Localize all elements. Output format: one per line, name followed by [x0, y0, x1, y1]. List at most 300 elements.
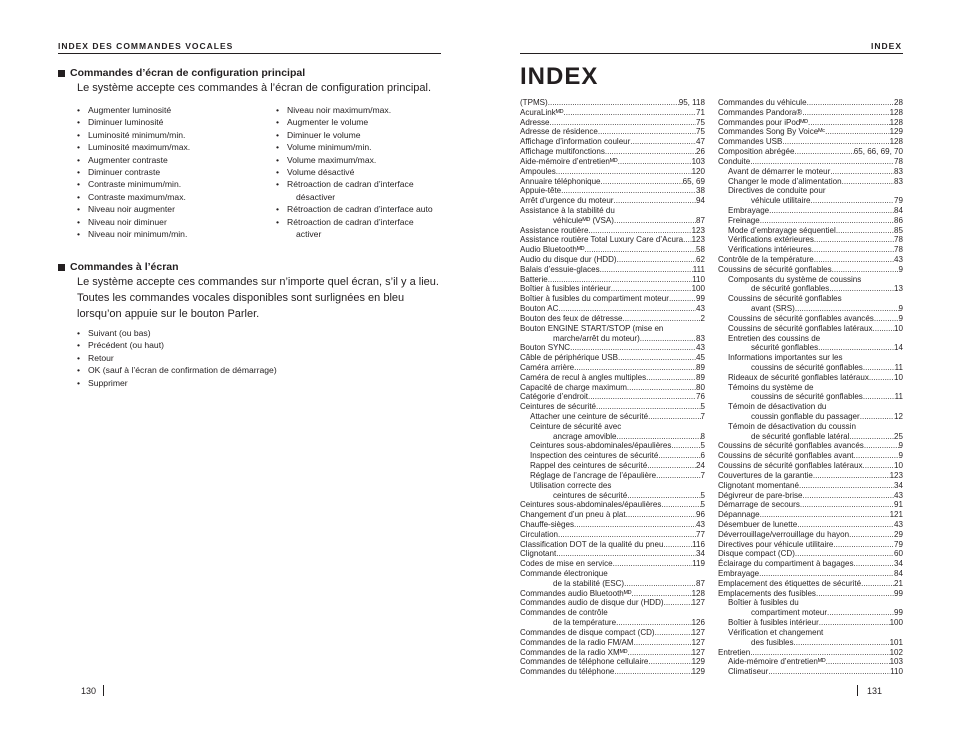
- index-entry: [718, 530, 903, 540]
- index-entry: [718, 235, 903, 245]
- index-entry: [718, 471, 903, 481]
- index-entry-term: Capacité de charge maximum: [520, 382, 627, 392]
- index-entry-page: 123: [691, 225, 705, 235]
- index-entry-term: Bouton SYNC: [520, 343, 571, 353]
- dot-leader: [627, 648, 691, 658]
- command-item: • Augmenter luminosité: [77, 104, 190, 116]
- dot-leader: [664, 598, 692, 608]
- index-entry: [718, 618, 903, 628]
- index-entry-term: Audio du disque dur (HDD): [520, 255, 617, 264]
- page-number-left: 130: [81, 686, 97, 696]
- index-entry-page: 103: [889, 657, 903, 667]
- dot-leader: [832, 265, 899, 275]
- index-entry-page: 9: [898, 441, 903, 451]
- left-running-header: INDEX DES COMMANDES VOCALES: [58, 41, 234, 51]
- index-entry-term: sécurité gonflables: [751, 343, 819, 353]
- index-entry: [718, 147, 903, 157]
- index-entry-term: Ceintures sous-abdominales/épaulières: [530, 441, 672, 451]
- index-entry-page: 5: [700, 441, 705, 451]
- index-entry-page: 120: [691, 166, 705, 176]
- dot-leader: [813, 471, 890, 481]
- index-entry-term: Commandes du véhicule: [718, 98, 807, 107]
- index-entry: [718, 648, 903, 658]
- index-entry-page: 100: [691, 284, 705, 294]
- index-entry: [520, 500, 705, 510]
- index-entry: Commandes de contrôle: [520, 608, 608, 618]
- dot-leader: [836, 226, 894, 236]
- dot-leader: [826, 657, 890, 667]
- dot-leader: [601, 177, 683, 187]
- index-entry: [718, 255, 903, 265]
- index-entry: [718, 304, 903, 314]
- index-entry-page: 86: [894, 215, 903, 225]
- dot-leader: [854, 451, 899, 461]
- dot-leader: [611, 284, 692, 294]
- index-entry-page: 77: [696, 529, 705, 539]
- index-entry-term: Chauffe-sièges: [520, 519, 574, 529]
- screen-commands-list: [77, 327, 277, 389]
- index-entry: [520, 520, 705, 530]
- index-entry: Utilisation correcte des: [530, 480, 612, 490]
- index-entry: [520, 157, 705, 167]
- index-entry-term: Contrôle de la température: [718, 255, 814, 264]
- index-entry-page: 21: [894, 578, 903, 588]
- index-entry-page: 62: [696, 255, 705, 264]
- index-entry-page: 6: [700, 451, 705, 461]
- index-entry-term: Arrêt d’urgence du moteur: [520, 196, 614, 206]
- index-entry: [520, 275, 705, 285]
- index-entry-term: Bouton des feux de détresse: [520, 313, 623, 323]
- index-entry: [520, 265, 705, 275]
- command-item: • Niveau noir augmenter: [77, 203, 190, 215]
- index-entry-term: Disque compact (CD): [718, 549, 795, 559]
- index-entry: [520, 353, 705, 363]
- index-entry-term: Circulation: [520, 529, 559, 539]
- dot-leader: [800, 500, 894, 510]
- command-item: • Retour: [77, 352, 277, 364]
- command-item: • Rétroaction de cadran d’interface auto: [276, 203, 433, 215]
- index-entry: [520, 589, 705, 599]
- dot-leader: [556, 167, 692, 177]
- index-entry: [718, 284, 903, 294]
- command-item: • Diminuer le volume: [276, 129, 433, 141]
- index-entry-page: 127: [691, 637, 705, 647]
- index-entry: Assistance à la stabilité du: [520, 205, 615, 215]
- index-entry: [718, 363, 903, 373]
- index-entry-page: 89: [696, 362, 705, 372]
- command-item: • Volume minimum/min.: [276, 141, 433, 153]
- index-entry-page: 5: [700, 500, 705, 510]
- index-entry: [718, 98, 903, 108]
- section-square-icon: [58, 264, 65, 271]
- index-entry: [520, 412, 705, 422]
- dot-leader: [794, 638, 890, 648]
- index-entry-page: 7: [700, 470, 705, 480]
- index-entry-term: Affichage multifonctions: [520, 147, 605, 157]
- index-entry-page: 110: [890, 667, 903, 677]
- index-entry: [718, 657, 903, 667]
- dot-leader: [646, 373, 696, 383]
- index-entry-term: Affichage d’information couleur: [520, 137, 631, 147]
- index-entry-term: Caméra arrière: [520, 362, 575, 372]
- index-entry: [520, 628, 705, 638]
- index-entry-page: 9: [898, 264, 903, 274]
- index-entry-page: 99: [894, 608, 903, 618]
- dot-leader: [862, 461, 894, 471]
- index-entry: [718, 314, 903, 324]
- index-entry-term: Adresse: [520, 117, 550, 127]
- index-entry: [520, 255, 705, 265]
- dot-leader: [614, 216, 696, 226]
- index-entry-page: 111: [692, 264, 705, 274]
- index-column-2: [718, 98, 903, 677]
- index-entry-term: Classification DOT de la qualité du pneu: [520, 539, 664, 549]
- index-entry-term: Commandes Pandora®: [718, 107, 803, 117]
- dot-leader: [795, 549, 894, 559]
- index-entry: [520, 226, 705, 236]
- index-entry-page: 83: [894, 166, 903, 176]
- index-entry: Témoin de désactivation du: [728, 402, 827, 412]
- index-entry-term: des fusibles: [751, 637, 794, 647]
- command-item: • Rétroaction de cadran d’interface: [276, 178, 433, 190]
- index-entry-page: 2: [700, 313, 705, 323]
- index-entry: Témoin de désactivation du coussin: [728, 421, 856, 431]
- index-entry-term: Aide-mémoire d’entretienᴹᴰ: [520, 156, 618, 166]
- index-entry-term: Commandes de la radio XMᴹᴰ: [520, 647, 628, 657]
- index-entry-term: Ceintures de sécurité: [520, 402, 597, 412]
- index-entry: [718, 108, 903, 118]
- dot-leader: [613, 196, 696, 206]
- index-entry-term: Emplacement des étiquettes de sécurité: [718, 578, 862, 588]
- dot-leader: [814, 255, 894, 265]
- index-entry-page: 43: [696, 519, 705, 529]
- index-entry: [520, 216, 705, 226]
- index-entry-page: 121: [889, 510, 903, 520]
- dot-leader: [614, 667, 691, 677]
- command-item: • Précédent (ou haut): [77, 339, 277, 351]
- index-entry: [520, 657, 705, 667]
- dot-leader: [627, 491, 700, 501]
- index-entry-term: Mode d’embrayage séquentiel: [728, 225, 836, 235]
- command-item: • Contraste minimum/min.: [77, 178, 190, 190]
- index-entry-term: Ampoules: [520, 166, 556, 176]
- dot-leader: [863, 392, 895, 402]
- index-entry: [520, 402, 705, 412]
- index-entry: [718, 324, 903, 334]
- index-entry-page: 103: [691, 156, 705, 166]
- index-entry-page: 99: [696, 294, 705, 304]
- index-entry-term: ceintures de sécurité: [553, 490, 628, 500]
- index-entry: [520, 638, 705, 648]
- dot-leader: [860, 412, 894, 422]
- dot-leader: [863, 363, 895, 373]
- index-entry: [520, 579, 705, 589]
- index-entry: [520, 451, 705, 461]
- index-entry: Directives de conduite pour: [728, 186, 826, 196]
- index-entry: [718, 608, 903, 618]
- index-entry-term: de sécurité gonflables: [751, 284, 830, 294]
- index-entry-page: 65, 66, 69, 70: [853, 147, 903, 157]
- command-item: • Rétroaction de cadran d’interface: [276, 216, 433, 228]
- index-entry-term: Bouton AC: [520, 304, 559, 314]
- index-entry-term: Embrayage: [728, 205, 770, 215]
- index-entry-term: marche/arrêt du moteur): [553, 333, 640, 343]
- index-entry-page: 10: [894, 372, 903, 382]
- index-entry: [718, 127, 903, 137]
- index-entry-term: de la stabilité (ESC): [553, 578, 625, 588]
- index-entry-term: Vérifications intérieures: [728, 245, 812, 255]
- index-entry-page: 110: [692, 274, 705, 284]
- dot-leader: [819, 618, 890, 628]
- index-entry-term: Couvertures de la garantie: [718, 470, 813, 480]
- dot-leader: [617, 432, 701, 442]
- dot-leader: [640, 334, 696, 344]
- index-entry-page: 100: [889, 618, 903, 628]
- index-entry-term: Désembuer de lunette: [718, 519, 798, 529]
- index-entry-page: 128: [691, 588, 705, 598]
- dot-leader: [564, 108, 697, 118]
- section-title-text: Commandes d’écran de configuration principal: [70, 67, 306, 79]
- index-entry: [718, 206, 903, 216]
- index-entry-term: Assistance routière: [520, 225, 589, 235]
- command-item: • Supprimer: [77, 377, 277, 389]
- index-entry-term: Commandes du téléphone: [520, 667, 615, 677]
- dot-leader: [812, 245, 894, 255]
- index-entry: [718, 579, 903, 589]
- index-entry-term: Réglage de l’ancrage de l’épaulière: [530, 470, 657, 480]
- index-entry: Coussins de sécurité gonflables: [728, 294, 842, 304]
- dot-leader: [683, 235, 691, 245]
- index-entry-term: Caméra de recul à angles multiples: [520, 372, 647, 382]
- dot-leader: [854, 559, 895, 569]
- section-title-text: Commandes à l’écran: [70, 261, 179, 273]
- command-item: • Diminuer luminosité: [77, 116, 190, 128]
- index-entry: Ceinture de sécurité avec: [530, 421, 622, 431]
- index-entry-page: 25: [894, 431, 903, 441]
- index-entry-term: Clignotant momentané: [718, 480, 799, 490]
- index-entry-term: Catégorie d’endroit: [520, 392, 588, 402]
- index-entry-page: 38: [696, 186, 705, 196]
- index-entry-page: 34: [894, 480, 903, 490]
- index-entry-term: ancrage amovible: [553, 431, 617, 441]
- index-entry-page: 96: [696, 510, 705, 520]
- index-entry: [520, 392, 705, 402]
- command-item: • Augmenter le volume: [276, 116, 433, 128]
- section-title-screen-commands: [58, 261, 179, 273]
- index-entry-page: 83: [696, 333, 705, 343]
- index-entry-term: Dégivreur de pare-brise: [718, 490, 803, 500]
- index-entry-page: 89: [696, 372, 705, 382]
- index-entry-page: 129: [889, 127, 903, 137]
- index-entry-page: 101: [889, 637, 903, 647]
- command-item: • Niveau noir maximum/max.: [276, 104, 433, 116]
- index-entry-term: Changement d’un pneu à plat: [520, 510, 626, 520]
- right-running-header: INDEX: [871, 41, 902, 51]
- index-entry-page: 87: [696, 215, 705, 225]
- index-entry: [520, 441, 705, 451]
- index-entry-page: 95, 118: [678, 98, 705, 107]
- index-entry: [718, 510, 903, 520]
- index-entry-term: de sécurité gonflable latéral: [751, 431, 850, 441]
- index-entry-term: Commandes pour iPodᴹᴰ: [718, 117, 809, 127]
- index-entry-term: Rappel des ceintures de sécurité: [530, 461, 648, 471]
- index-entry-page: 11: [894, 362, 903, 372]
- dot-leader: [616, 618, 691, 628]
- index-entry: [718, 520, 903, 530]
- dot-leader: [550, 118, 697, 128]
- folio-divider-left: [103, 685, 104, 696]
- index-entry-term: Embrayage: [718, 569, 760, 578]
- index-entry: [718, 137, 903, 147]
- index-entry: [520, 559, 705, 569]
- dot-leader: [669, 294, 696, 304]
- index-entry: [520, 314, 705, 324]
- index-entry: [718, 500, 903, 510]
- index-entry: [718, 265, 903, 275]
- index-entry-term: avant (SRS): [751, 304, 795, 314]
- index-entry: [520, 196, 705, 206]
- index-entry-page: 87: [696, 578, 705, 588]
- command-item: • Volume maximum/max.: [276, 154, 433, 166]
- index-entry-page: 79: [894, 196, 903, 206]
- header-rule-right: [520, 53, 903, 54]
- section-intro-main-setup: Le système accepte ces commandes à l’écran de configuration principal.: [77, 82, 432, 94]
- dot-leader: [816, 589, 894, 599]
- index-entry: [718, 540, 903, 550]
- dot-leader: [874, 314, 899, 324]
- index-entry-page: 83: [894, 176, 903, 186]
- dot-leader: [548, 98, 679, 108]
- dot-leader: [849, 432, 894, 442]
- index-entry-page: 10: [894, 323, 903, 333]
- index-entry-page: 28: [894, 98, 903, 107]
- section-intro-screen-commands: Le système accepte ces commandes sur n’importe quel écran, s’il y a lieu. Toutes les commandes vocales disponibles sont surlignées en bleu lorsqu’on appuie sur le bouton Parler.: [77, 276, 439, 320]
- command-item: • Niveau noir diminuer: [77, 216, 190, 228]
- index-entry: [718, 549, 903, 559]
- index-entry-page: 127: [691, 598, 705, 608]
- index-entry: [718, 667, 903, 677]
- dot-leader: [558, 304, 696, 314]
- index-entry-term: Coussins de sécurité gonflables: [718, 264, 832, 274]
- dot-leader: [829, 284, 894, 294]
- dot-leader: [825, 127, 889, 137]
- index-entry: [520, 618, 705, 628]
- index-entry: Entretien des coussins de: [728, 333, 821, 343]
- index-entry: [520, 540, 705, 550]
- index-entry-page: 79: [894, 539, 903, 549]
- index-entry: [718, 196, 903, 206]
- index-entry-page: 14: [894, 343, 903, 353]
- index-entry-term: Boîtier à fusibles intérieur: [520, 284, 611, 294]
- index-entry-page: 9: [898, 313, 903, 323]
- index-entry-term: Coussins de sécurité gonflables latéraux: [728, 323, 873, 333]
- index-entry: [718, 638, 903, 648]
- index-entry-term: Coussins de sécurité gonflables avant: [718, 451, 854, 461]
- folio-divider-right: [857, 685, 858, 696]
- index-entry-page: 91: [894, 500, 903, 510]
- index-entry: [520, 235, 705, 245]
- index-entry-page: 78: [894, 156, 903, 166]
- dot-leader: [600, 265, 693, 275]
- dot-leader: [864, 441, 899, 451]
- index-entry: [718, 373, 903, 383]
- dot-leader: [869, 373, 894, 383]
- index-entry-term: Coussins de sécurité gonflables avancés: [718, 441, 864, 451]
- index-entry: [520, 294, 705, 304]
- index-entry-term: Conduite: [718, 156, 751, 166]
- index-entry-term: Commandes de disque compact (CD): [520, 627, 655, 637]
- dot-leader: [842, 177, 894, 187]
- index-entry: [718, 441, 903, 451]
- index-entry-term: Assistance routière Total Luxury Care d’Acura: [520, 235, 684, 245]
- index-entry: [718, 216, 903, 226]
- index-entry: [520, 471, 705, 481]
- dot-leader: [799, 481, 894, 491]
- index-entry-page: 85: [894, 225, 903, 235]
- index-entry: Informations importantes sur les: [728, 353, 843, 363]
- index-entry-term: Audio Bluetoothᴹᴰ: [520, 245, 585, 255]
- index-entry-term: Batterie: [520, 274, 548, 284]
- index-entry-page: 75: [696, 117, 705, 127]
- dot-leader: [830, 167, 894, 177]
- command-item: activer: [296, 229, 322, 240]
- dot-leader: [661, 500, 700, 510]
- index-entry-page: 129: [691, 667, 705, 677]
- index-entry-term: Rideaux de sécurité gonflables latéraux: [728, 372, 869, 382]
- index-entry-page: 71: [696, 107, 705, 117]
- dot-leader: [585, 245, 697, 255]
- dot-leader: [618, 157, 692, 167]
- index-entry-page: 123: [691, 235, 705, 245]
- index-entry: [718, 157, 903, 167]
- dot-leader: [811, 196, 895, 206]
- index-entry: [520, 667, 705, 677]
- index-entry: [718, 226, 903, 236]
- dot-leader: [548, 275, 692, 285]
- index-entry: [718, 412, 903, 422]
- index-entry-page: 127: [691, 627, 705, 637]
- index-entry-page: 65, 69: [682, 176, 705, 186]
- dot-leader: [596, 402, 700, 412]
- index-entry-term: Inspection des ceintures de sécurité: [530, 451, 659, 461]
- dot-leader: [634, 638, 692, 648]
- index-entry-page: 34: [696, 549, 705, 559]
- dot-leader: [648, 412, 700, 422]
- index-entry-term: coussins de sécurité gonflables: [751, 362, 863, 372]
- index-entry-term: Commandes de la radio FM/AM: [520, 637, 634, 647]
- index-entry: [520, 118, 705, 128]
- index-entry: [718, 118, 903, 128]
- dot-leader: [624, 579, 696, 589]
- index-entry-term: véhicule utilitaire: [751, 196, 811, 206]
- index-entry-term: AcuraLinkᴹᴰ: [520, 107, 564, 117]
- index-entry: [718, 245, 903, 255]
- index-entry: [520, 530, 705, 540]
- index-entry-term: Coussins de sécurité gonflables latéraux: [718, 461, 863, 471]
- index-entry: [520, 648, 705, 658]
- command-item: • Suivant (ou bas): [77, 327, 277, 339]
- command-item: • Contraste maximum/max.: [77, 191, 190, 203]
- index-entry-term: Éclairage du compartiment à bagages: [718, 559, 854, 569]
- index-entry-term: Ceintures sous-abdominales/épaulières: [520, 500, 662, 510]
- index-entry-page: 75: [696, 127, 705, 137]
- index-entry-page: 128: [889, 117, 903, 127]
- index-entry-page: 78: [894, 245, 903, 255]
- index-entry-term: coussin gonflable du passager: [751, 412, 860, 421]
- dot-leader: [574, 363, 696, 373]
- dot-leader: [808, 118, 890, 128]
- index-entry-page: 43: [696, 304, 705, 314]
